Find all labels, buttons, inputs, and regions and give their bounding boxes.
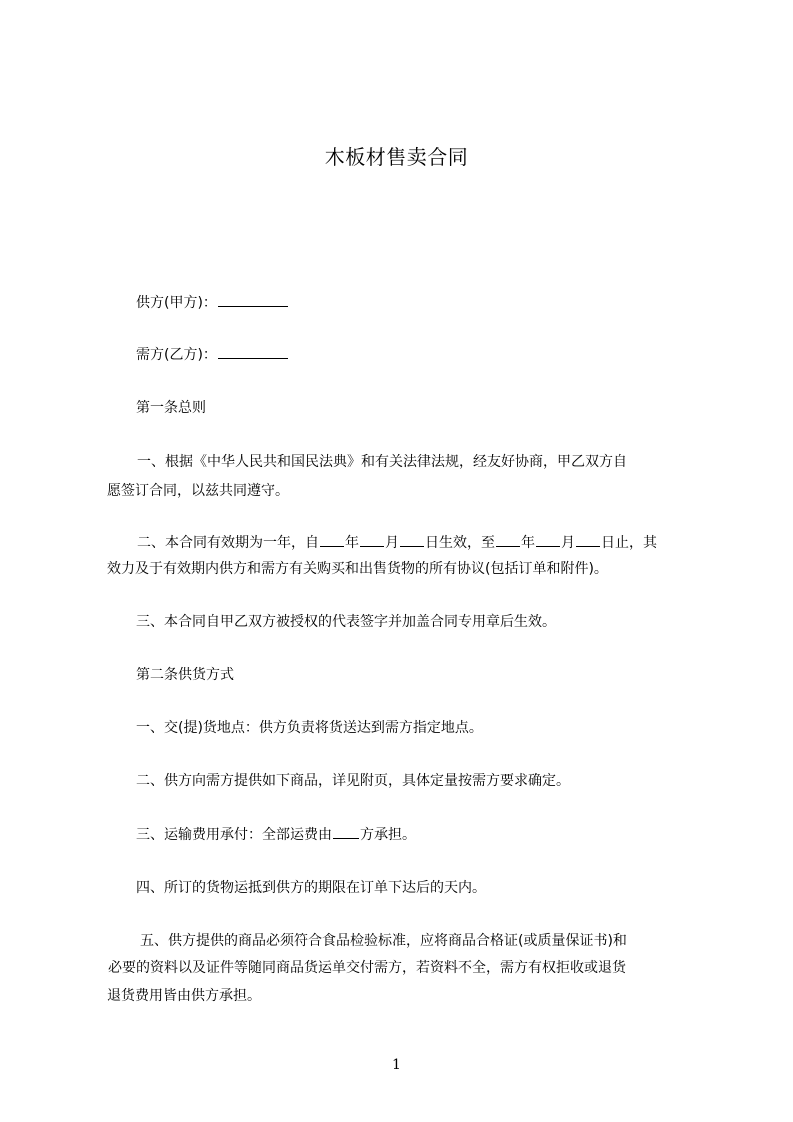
s1-p2-line2: 效力及于有效期内供方和需方有关购买和出售货物的所有协议(包括订单和附件)。: [107, 561, 608, 577]
s1-p2-day2: 日止，其: [601, 535, 657, 551]
s1-p1-line1: 一、根据《中华人民共和国民法典》和有关法律法规，经友好协商，甲乙双方自: [137, 454, 627, 470]
party-b-label: 需方(乙方)：: [136, 347, 217, 363]
party-a-line: [136, 292, 289, 313]
s2-p5-line2: 必要的资料以及证件等随同商品货运单交付需方，若资料不全，需方有权拒收或退货: [108, 960, 626, 976]
party-b-blank: [218, 344, 288, 359]
s1-p2-month2: 月: [561, 535, 575, 551]
s1-p2-month1: 月: [385, 535, 399, 551]
start-year-blank: [320, 532, 344, 547]
page-number: 1: [392, 1057, 401, 1073]
section2-heading: 第二条供货方式: [136, 667, 234, 683]
start-day-blank: [400, 532, 424, 547]
s2-p2: 二、供方向需方提供如下商品，详见附页，具体定量按需方要求确定。: [136, 773, 570, 789]
s2-p3-text-b: 方承担。: [360, 827, 416, 843]
s2-p5-line3: 退货费用皆由供方承担。: [107, 988, 261, 1004]
s1-p3: 三、本合同自甲乙双方被授权的代表签字并加盖合同专用章后生效。: [136, 614, 556, 630]
end-day-blank: [576, 532, 600, 547]
section1-heading: 第一条总则: [136, 400, 206, 416]
freight-party-blank: [333, 824, 359, 839]
s2-p1: 一、交(提)货地点：供方负责将货送达到需方指定地点。: [136, 720, 483, 736]
party-a-blank: [218, 292, 288, 307]
s1-p2-day1: 日生效，至: [425, 535, 495, 551]
s2-p5-line1: 五、供方提供的商品必须符合食品检验标准，应将商品合格证(或质量保证书)和: [140, 933, 627, 949]
s1-p2-year2: 年: [521, 535, 535, 551]
s1-p2-text-a: 二、本合同有效期为一年，自: [137, 535, 319, 551]
end-year-blank: [496, 532, 520, 547]
start-month-blank: [360, 532, 384, 547]
s1-p2-year1: 年: [345, 535, 359, 551]
s1-p1-line2: 愿签订合同，以兹共同遵守。: [107, 483, 289, 499]
s2-p3: [136, 824, 416, 845]
s1-p2-line1: [137, 532, 657, 553]
party-a-label: 供方(甲方)：: [136, 295, 217, 311]
document-title: 木板材售卖合同: [324, 145, 469, 169]
s2-p4: 四、所订的货物运抵到供方的期限在订单下达后的天内。: [136, 880, 486, 896]
s2-p3-text-a: 三、运输费用承付：全部运费由: [136, 827, 332, 843]
end-month-blank: [536, 532, 560, 547]
party-b-line: [136, 344, 289, 365]
